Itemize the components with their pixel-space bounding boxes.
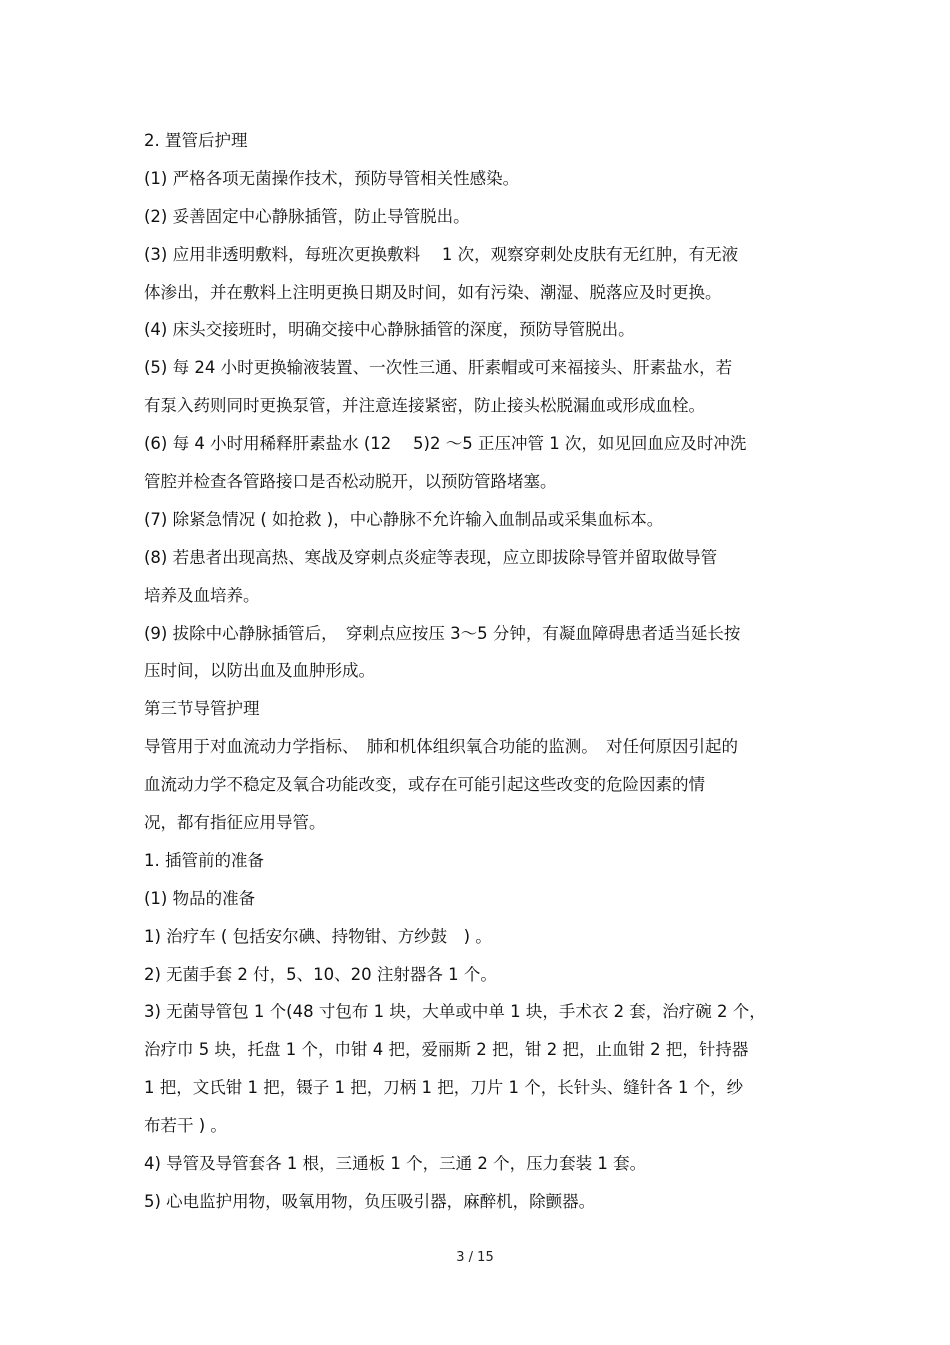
paragraph-line: (7) 除紧急情况 ( 如抢救 )，中心静脉不允许输入血制品或采集血标本。 [144, 509, 664, 529]
list-item-continued: 1 把，文氏钳 1 把，镊子 1 把，刀柄 1 把，刀片 1 个，长针头、缝针各 1 个，纱 [144, 1078, 744, 1098]
paragraph-line: 管腔并检查各管路接口是否松动脱开，以预防管路堵塞。 [144, 472, 557, 492]
paragraph-line: (8) 若患者出现高热、寒战及穿刺点炎症等表现，应立即拔除导管并留取做导管 [144, 547, 718, 567]
section-heading: 第三节导管护理 [144, 699, 260, 719]
paragraph-line: 况，都有指征应用导管。 [144, 813, 326, 833]
subheading-preparation: 1. 插管前的准备 [144, 850, 264, 870]
list-item-continued: 布若干 ) 。 [144, 1116, 227, 1136]
list-item: 4) 导管及导管套各 1 根，三通板 1 个，三通 2 个，压力套装 1 套。 [144, 1154, 647, 1174]
paragraph-line: (3) 应用非透明敷料，每班次更换敷料 1 次，观察穿刺处皮肤有无红肿，有无液 [144, 244, 739, 264]
paragraph-line: (2) 妥善固定中心静脉插管，防止导管脱出。 [144, 206, 470, 226]
paragraph-line: (5) 每 24 小时更换输液装置、一次性三通、肝素帽或可来福接头、肝素盐水，若 [144, 358, 733, 378]
paragraph-line: (1) 严格各项无菌操作技术，预防导管相关性感染。 [144, 168, 520, 188]
paragraph-line: 血流动力学不稳定及氧合功能改变，或存在可能引起这些改变的危险因素的情 [144, 775, 705, 795]
subheading-items: (1) 物品的准备 [144, 888, 256, 908]
list-item: 1) 治疗车 ( 包括安尔碘、持物钳、方纱鼓 ) 。 [144, 926, 492, 946]
paragraph-line: 培养及血培养。 [144, 585, 260, 605]
body-text [144, 122, 809, 1221]
paragraph-line: 导管用于对血流动力学指标、 肺和机体组织氧合功能的监测。 对任何原因引起的 [144, 737, 738, 757]
paragraph-line: 体渗出，并在敷料上注明更换日期及时间，如有污染、潮湿、脱落应及时更换。 [144, 282, 722, 302]
paragraph-line: (4) 床头交接班时，明确交接中心静脉插管的深度，预防导管脱出。 [144, 320, 635, 340]
list-item: 2) 无菌手套 2 付，5、10、20 注射器各 1 个。 [144, 964, 497, 984]
paragraph-line: 有泵入药则同时更换泵管，并注意连接紧密，防止接头松脱漏血或形成血栓。 [144, 396, 705, 416]
list-item-continued: 治疗巾 5 块，托盘 1 个，巾钳 4 把，爱丽斯 2 把，钳 2 把，止血钳 2 把，针持器 [144, 1040, 749, 1060]
paragraph-line: (6) 每 4 小时用稀释肝素盐水 (12 5)2 ～5 正压冲管 1 次，如见回血应及时冲洗 [144, 434, 747, 454]
paragraph-line: 压时间，以防出血及血肿形成。 [144, 661, 375, 681]
list-item: 3) 无菌导管包 1 个(48 寸包布 1 块，大单或中单 1 块，手术衣 2 套，治疗碗 2 个， [144, 1002, 766, 1022]
list-item: 5) 心电监护用物，吸氧用物，负压吸引器，麻醉机，除颤器。 [144, 1191, 596, 1211]
paragraph-line: (9) 拔除中心静脉插管后， 穿刺点应按压 3～5 分钟，有凝血障碍患者适当延长按 [144, 623, 741, 643]
heading-post-catheter-care: 2. 置管后护理 [144, 131, 248, 150]
page-number: 3 / 15 [456, 1250, 494, 1265]
